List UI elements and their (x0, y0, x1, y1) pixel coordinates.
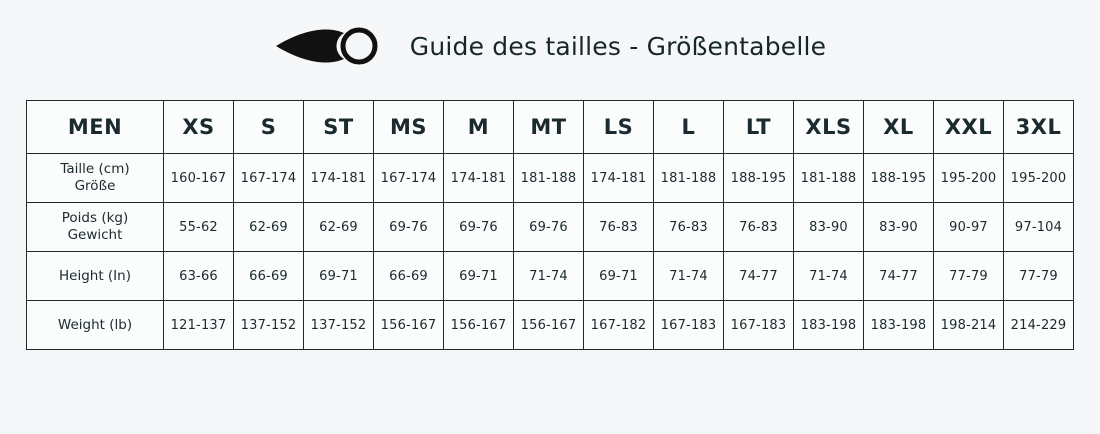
size-header-s: S (234, 101, 304, 154)
cell-value: 69-76 (529, 219, 568, 235)
cell-value: 71-74 (809, 268, 848, 284)
size-header-3xl: 3XL (1004, 101, 1074, 154)
cell-value: 156-167 (520, 317, 577, 333)
cell-weight-lb-xxl (934, 301, 1004, 350)
row-label-height-in (27, 252, 164, 301)
cell-value: 77-79 (1019, 268, 1058, 284)
cell-value: 97-104 (1014, 219, 1063, 235)
size-table (26, 100, 1074, 350)
size-header-lt: LT (724, 101, 794, 154)
cell-height-in-xs (164, 252, 234, 301)
cell-value: 69-76 (389, 219, 428, 235)
cell-height-cm-m (444, 154, 514, 203)
cell-value: 71-74 (669, 268, 708, 284)
cell-value: 214-229 (1010, 317, 1067, 333)
cell-height-in-xl (864, 252, 934, 301)
cell-value: 160-167 (170, 170, 227, 186)
cell-value: 188-195 (730, 170, 787, 186)
size-header-xxl: XXL (934, 101, 1004, 154)
size-table-head (27, 101, 1074, 154)
cell-height-cm-ms (374, 154, 444, 203)
cell-value: 188-195 (870, 170, 927, 186)
cell-height-in-st (304, 252, 374, 301)
cell-value: 66-69 (389, 268, 428, 284)
cell-weight-kg-lt (724, 203, 794, 252)
row-label-weight-lb (27, 301, 164, 350)
table-row (27, 154, 1074, 203)
table-header-row (27, 101, 1074, 154)
cell-height-cm-mt (514, 154, 584, 203)
size-header-ls: LS (584, 101, 654, 154)
cell-height-in-l (654, 252, 724, 301)
table-corner-label: MEN (27, 101, 164, 154)
cell-height-in-xxl (934, 252, 1004, 301)
cell-height-cm-xxl (934, 154, 1004, 203)
cell-height-cm-xl (864, 154, 934, 203)
cell-value: 76-83 (599, 219, 638, 235)
cell-value: 167-182 (590, 317, 647, 333)
cell-weight-kg-s (234, 203, 304, 252)
cell-height-cm-lt (724, 154, 794, 203)
cell-height-in-m (444, 252, 514, 301)
cell-value: 121-137 (170, 317, 227, 333)
cell-value: 62-69 (319, 219, 358, 235)
cell-height-cm-xls (794, 154, 864, 203)
cell-weight-kg-xxl (934, 203, 1004, 252)
cell-value: 63-66 (179, 268, 218, 284)
cell-value: 195-200 (1010, 170, 1067, 186)
cell-weight-lb-xs (164, 301, 234, 350)
cell-weight-lb-st (304, 301, 374, 350)
cell-value: 69-76 (459, 219, 498, 235)
cell-value: 69-71 (599, 268, 638, 284)
size-header-xls: XLS (794, 101, 864, 154)
cell-height-in-mt (514, 252, 584, 301)
cell-weight-kg-st (304, 203, 374, 252)
cell-value: 183-198 (870, 317, 927, 333)
cell-height-cm-xs (164, 154, 234, 203)
cell-height-in-ms (374, 252, 444, 301)
cell-value: 55-62 (179, 219, 218, 235)
size-table-container (26, 100, 1074, 350)
cell-weight-lb-3xl (1004, 301, 1074, 350)
row-label-line1: Poids (kg) (61, 210, 129, 227)
cell-value: 76-83 (739, 219, 778, 235)
cell-weight-lb-xl (864, 301, 934, 350)
cell-value: 167-183 (730, 317, 787, 333)
cell-height-cm-st (304, 154, 374, 203)
cell-weight-kg-m (444, 203, 514, 252)
cell-value: 181-188 (800, 170, 857, 186)
cell-value: 137-152 (310, 317, 367, 333)
cell-height-cm-3xl (1004, 154, 1074, 203)
cell-height-cm-l (654, 154, 724, 203)
cell-value: 183-198 (800, 317, 857, 333)
page-title: Guide des tailles - Größentabelle (409, 31, 827, 61)
row-label-weight-kg (27, 203, 164, 252)
cell-value: 83-90 (879, 219, 918, 235)
cell-value: 77-79 (949, 268, 988, 284)
cell-value: 83-90 (809, 219, 848, 235)
cell-height-in-lt (724, 252, 794, 301)
cell-weight-kg-ls (584, 203, 654, 252)
cell-weight-kg-xls (794, 203, 864, 252)
cell-value: 167-174 (380, 170, 437, 186)
cell-value: 156-167 (450, 317, 507, 333)
cell-value: 74-77 (879, 268, 918, 284)
cell-value: 195-200 (940, 170, 997, 186)
size-table-body (27, 154, 1074, 350)
row-label-line2: Größe (74, 178, 116, 194)
cell-value: 69-71 (459, 268, 498, 284)
row-label-line1: Weight (lb) (57, 316, 133, 333)
size-header-l: L (654, 101, 724, 154)
size-header-ms: MS (374, 101, 444, 154)
table-row (27, 203, 1074, 252)
cell-weight-kg-mt (514, 203, 584, 252)
cell-value: 66-69 (249, 268, 288, 284)
row-label-line1: Height (In) (59, 267, 131, 284)
cell-value: 174-181 (450, 170, 507, 186)
table-row (27, 301, 1074, 350)
size-header-xl: XL (864, 101, 934, 154)
cell-weight-lb-s (234, 301, 304, 350)
table-row (27, 252, 1074, 301)
size-header-st: ST (304, 101, 374, 154)
cell-value: 174-181 (310, 170, 367, 186)
cell-value: 174-181 (590, 170, 647, 186)
cell-weight-lb-m (444, 301, 514, 350)
size-header-mt: MT (514, 101, 584, 154)
cell-weight-lb-ls (584, 301, 654, 350)
size-header-xs: XS (164, 101, 234, 154)
cell-value: 167-183 (660, 317, 717, 333)
cell-value: 62-69 (249, 219, 288, 235)
cell-value: 167-174 (240, 170, 297, 186)
page-header (0, 0, 1100, 92)
brand-logo-icon (274, 23, 384, 69)
cell-value: 181-188 (520, 170, 577, 186)
cell-value: 71-74 (529, 268, 568, 284)
cell-weight-lb-lt (724, 301, 794, 350)
cell-weight-kg-xl (864, 203, 934, 252)
cell-weight-kg-3xl (1004, 203, 1074, 252)
cell-value: 76-83 (669, 219, 708, 235)
cell-value: 156-167 (380, 317, 437, 333)
row-label-line2: Gewicht (67, 227, 123, 243)
cell-value: 181-188 (660, 170, 717, 186)
cell-weight-kg-ms (374, 203, 444, 252)
size-header-m: M (444, 101, 514, 154)
cell-value: 137-152 (240, 317, 297, 333)
cell-weight-lb-mt (514, 301, 584, 350)
cell-weight-lb-xls (794, 301, 864, 350)
cell-height-in-xls (794, 252, 864, 301)
cell-value: 198-214 (940, 317, 997, 333)
cell-weight-lb-ms (374, 301, 444, 350)
cell-height-cm-ls (584, 154, 654, 203)
cell-value: 74-77 (739, 268, 778, 284)
cell-height-in-s (234, 252, 304, 301)
cell-weight-kg-l (654, 203, 724, 252)
row-label-height-cm (27, 154, 164, 203)
cell-value: 69-71 (319, 268, 358, 284)
cell-height-cm-s (234, 154, 304, 203)
cell-height-in-3xl (1004, 252, 1074, 301)
cell-weight-lb-l (654, 301, 724, 350)
cell-value: 90-97 (949, 219, 988, 235)
cell-height-in-ls (584, 252, 654, 301)
cell-weight-kg-xs (164, 203, 234, 252)
row-label-line1: Taille (cm) (60, 161, 130, 178)
